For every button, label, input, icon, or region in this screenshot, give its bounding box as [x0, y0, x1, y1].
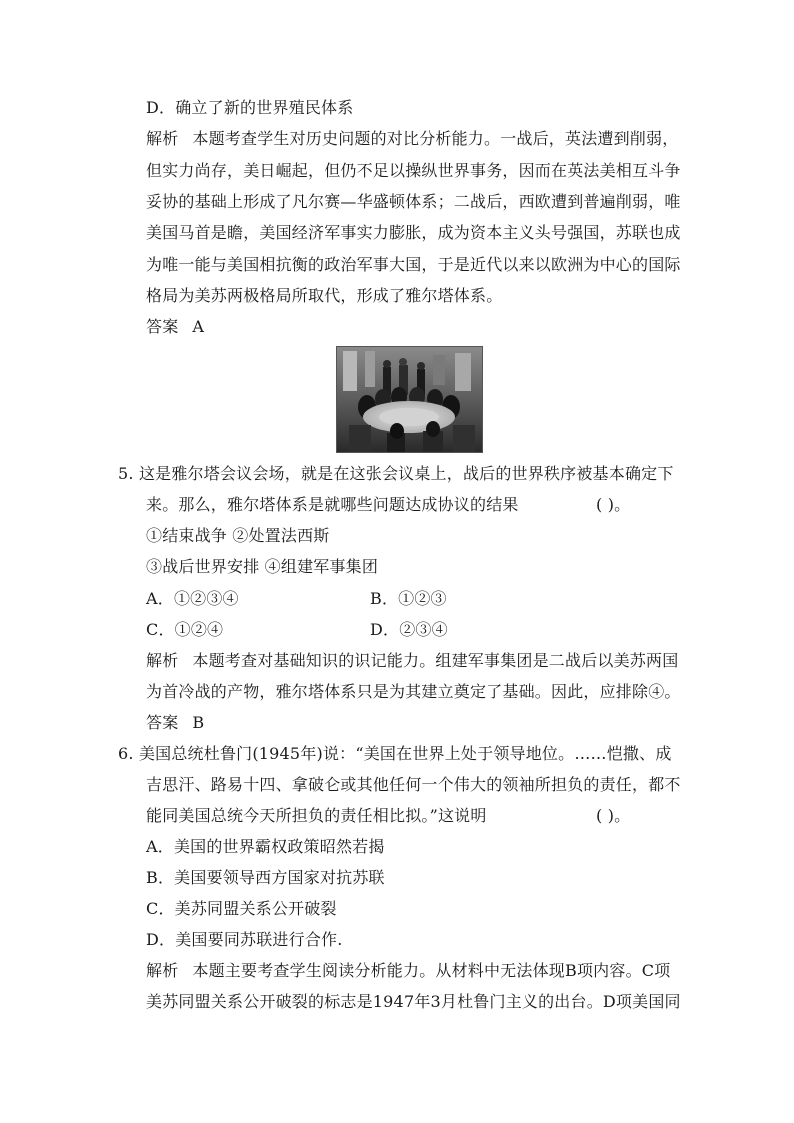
q5-items-line-2: ③战后世界安排 ④组建军事集团 — [146, 557, 379, 576]
q5-stem-line-2: 来。那么，雅尔塔体系是就哪些问题达成协议的结果 — [146, 495, 519, 514]
q6-option-a: A．美国的世界霸权政策昭然若揭 — [146, 837, 385, 856]
q4-answer-label: 答案 — [146, 317, 179, 336]
q4-analysis-line-6: 格局为美苏两极格局所取代，形成了雅尔塔体系。 — [146, 286, 503, 305]
q5-option-c: C．①②④ — [146, 620, 224, 639]
q4-analysis-text: 本题考查学生对历史问题的对比分析能力。一战后，英法遭到削弱， — [192, 129, 679, 148]
q4-analysis-line-2: 但实力尚存，美日崛起，但仍不足以操纵世界事务，因而在英法美相互斗争 — [146, 161, 681, 180]
q4-answer-value: A — [192, 317, 205, 336]
q5-answer-line — [146, 713, 204, 733]
q5-analysis-line-2: 为首冷战的产物，雅尔塔体系只是为其建立奠定了基础。因此，应排除④。 — [146, 682, 681, 701]
yalta-conference-photo — [336, 346, 483, 453]
q4-option-d: D．确立了新的世界殖民体系 — [146, 98, 354, 117]
q4-analysis-line-1 — [146, 129, 678, 149]
q4-analysis-label: 解析 — [146, 129, 179, 148]
q4-answer-line — [146, 317, 204, 337]
q5-analysis-line-1 — [146, 651, 678, 671]
q5-answer-label: 答案 — [146, 713, 179, 732]
q6-option-b: B．美国要领导西方国家对抗苏联 — [146, 868, 385, 887]
q5-analysis-text: 本题考查对基础知识的识记能力。组建军事集团是二战后以美苏两国 — [192, 651, 679, 670]
q5-stem-line-1: 5. 这是雅尔塔会议会场，就是在这张会议桌上，战后的世界秩序被基本确定下 — [118, 464, 674, 483]
q5-option-b: B．①②③ — [370, 589, 447, 608]
q4-analysis-line-4: 美国马首是瞻，美国经济军事实力膨胀，成为资本主义头号强国，苏联也成 — [146, 223, 681, 242]
q6-analysis-text: 本题主要考查学生阅读分析能力。从材料中无法体现B项内容。C项 — [192, 961, 671, 980]
q6-stem-line-2: 吉思汗、路易十四、拿破仑或其他任何一个伟大的领袖所担负的责任，都不 — [146, 775, 681, 794]
q6-stem-line-3: 能同美国总统今天所担负的责任相比拟。”这说明 — [146, 806, 487, 825]
q5-option-a: A．①②③④ — [146, 589, 239, 608]
yalta-conference-photo-drawing — [337, 347, 482, 452]
q5-analysis-label: 解析 — [146, 651, 179, 670]
q6-option-d: D．美国要同苏联进行合作. — [146, 930, 343, 949]
q6-stem-line-1: 6. 美国总统杜鲁门(1945年)说：“美国在世界上处于领导地位。……恺撒、成 — [118, 744, 672, 763]
q6-analysis-line-2: 美苏同盟关系公开破裂的标志是1947年3月杜鲁门主义的出台。D项美国同 — [146, 992, 681, 1011]
q5-items-line-1: ①结束战争 ②处置法西斯 — [146, 526, 330, 545]
q5-answer-bracket: ( )。 — [596, 495, 631, 514]
q6-answer-bracket: ( )。 — [596, 806, 631, 825]
q5-answer-value: B — [192, 713, 205, 732]
q4-analysis-line-3: 妥协的基础上形成了凡尔赛—华盛顿体系；二战后，西欧遭到普遍削弱，唯 — [146, 192, 681, 211]
q6-analysis-line-1 — [146, 961, 670, 981]
q4-analysis-line-5: 为唯一能与美国相抗衡的政治军事大国，于是近代以来以欧洲为中心的国际 — [146, 255, 681, 274]
q6-analysis-label: 解析 — [146, 961, 179, 980]
q6-option-c: C．美苏同盟关系公开破裂 — [146, 899, 337, 918]
q5-option-d: D．②③④ — [370, 620, 448, 639]
